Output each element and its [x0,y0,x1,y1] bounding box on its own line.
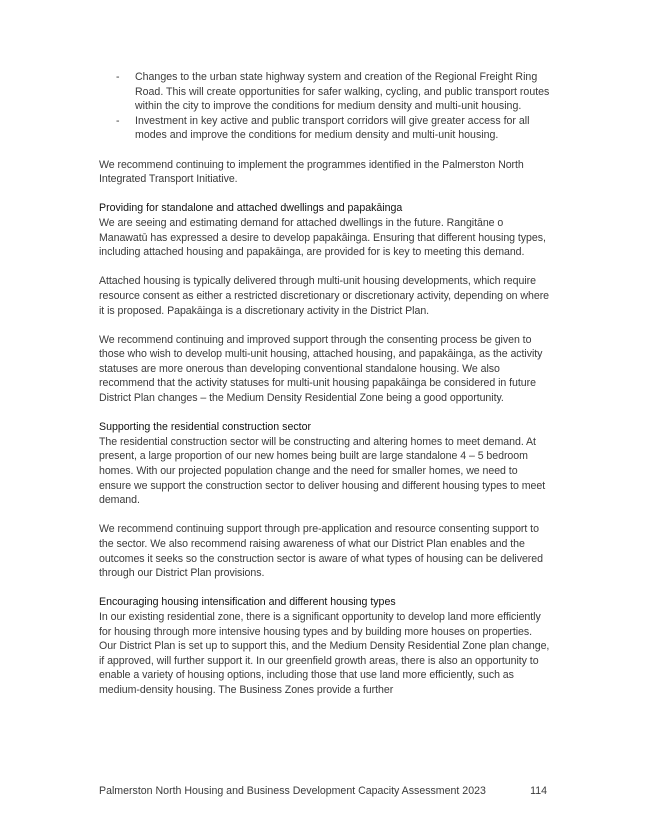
bullet-text: Investment in key active and public transport corridors will give greater access for all modes and improve the conditions for medium density and multi-unit housing. [135,114,530,142]
bullet-item [99,70,551,114]
section-heading: Supporting the residential construction sector [99,421,311,434]
paragraph: Attached housing is typically delivered through multi-unit housing developments, which require resource consent as either a restricted discretionary or discretionary activity, depending on where it is proposed. Papakāinga is a discretionary activity in the District Plan. [99,275,550,317]
intro-paragraph: We recommend continuing to implement the programmes identified in the Palmerston North Integrated Transport Initiative. [99,158,524,186]
footer-document-title: Palmerston North Housing and Business Development Capacity Assessment 2023 [99,785,486,797]
paragraph: In our existing residential zone, there is a significant opportunity to develop land more efficiently for housing through more intensive housing types and by building more houses on properties. Our District Plan is set up to support this, and the Medium Density Residential Zone plan change, if approved, will further support it. In our greenfield growth areas, there is also an opportunity to enable a variety of housing options, including those that use land more efficiently, such as medium-density housing. The Business Zones provide a further [99,610,550,696]
bullet-list [99,70,551,143]
paragraph: The residential construction sector will be constructing and altering homes to meet demand. At present, a large proportion of our new homes being built are large standalone 4 – 5 bedroom homes. With our projected population change and the need for smaller homes, we need to ensure we support the construction sector to deliver housing and different housing types to meet demand. [99,435,546,507]
page-footer [99,784,547,798]
section-heading: Providing for standalone and attached dwellings and papakāinga [99,202,403,215]
section-standalone-attached-dwellings [99,201,551,405]
page-number: 114 [530,785,547,797]
dash-bullet-icon: - [116,114,120,127]
section-heading: Encouraging housing intensification and different housing types [99,596,396,609]
paragraph: We are seeing and estimating demand for attached dwellings in the future. Rangitāne o Manawatū has expressed a desire to develop papakāinga. Ensuring that different housing types, including attached housing and papakāinga, are provided for is key to meeting this demand. [99,216,546,259]
document-page-body [99,70,551,712]
section-residential-construction-sector [99,420,551,581]
bullet-item [99,114,551,143]
paragraph: We recommend continuing and improved support through the consenting process be given to those who wish to develop multi-unit housing, attached housing, and papakāinga, as the activity statuses are more onerous than developing conventional standalone housing. We also recommend that the activity statuses for multi-unit housing papakāinga be considered in future District Plan changes – the Medium Density Residential Zone being a good opportunity. [99,333,543,405]
dash-bullet-icon: - [116,71,120,83]
paragraph: We recommend continuing support through pre-application and resource consenting support to the sector. We also recommend raising awareness of what our District Plan enables and the outcomes it seeks so the construction sector is aware of what types of housing can be delivered through our District Plan provisions. [99,523,543,580]
bullet-text: Changes to the urban state highway system and creation of the Regional Freight Ring Road. This will create opportunities for safer walking, cycling, and public transport routes within the city to improve the conditions for medium density and multi-unit housing. [135,71,550,113]
section-housing-intensification [99,595,551,697]
